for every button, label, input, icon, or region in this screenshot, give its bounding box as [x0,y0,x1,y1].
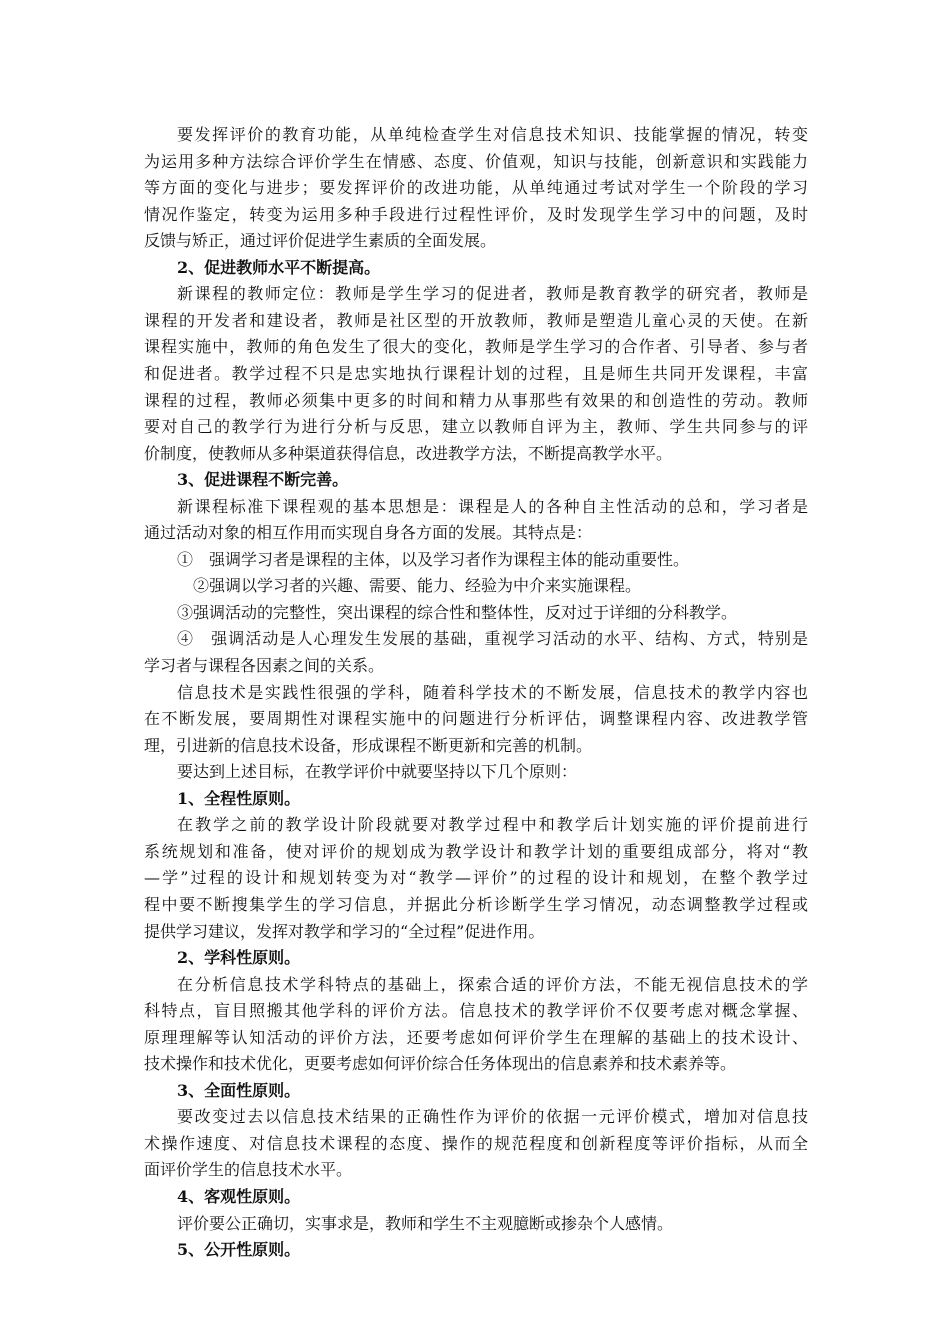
text-line: 要对自己的教学行为进行分析与反思，建立以教师自评为主，教师、学生共同参与的评 [144,417,808,436]
section-heading: 2、学科性原则。 [177,948,301,967]
text-line: ④ 强调活动是人心理发生发展的基础，重视学习活动的水平、结构、方式，特别是 [177,629,808,648]
text-line: 学习者与课程各因素之间的关系。 [144,656,385,675]
text-line: 在教学之前的教学设计阶段就要对教学过程中和教学后计划实施的评价提前进行 [177,815,808,834]
section-heading: 5、公开性原则。 [177,1240,301,1259]
text-line: ②强调以学习者的兴趣、需要、能力、经验为中介来实施课程。 [193,576,642,595]
text-line: 要发挥评价的教育功能，从单纯检查学生对信息技术知识、技能掌握的情况，转变 [177,125,808,144]
text-line: 理，引进新的信息技术设备，形成课程不断更新和完善的机制。 [144,736,593,755]
text-line: 情况作鉴定，转变为运用多种手段进行过程性评价，及时发现学生学习中的问题，及时 [144,205,808,224]
section-heading: 4、客观性原则。 [177,1187,301,1206]
section-heading: 3、促进课程不断完善。 [177,470,349,489]
section-heading: 3、全面性原则。 [177,1081,301,1100]
text-line: 课程实施中，教师的角色发生了很大的变化，教师是学生学习的合作者、引导者、参与者 [144,337,808,356]
text-line: 程中要不断搜集学生的学习信息，并据此分析诊断学生学习情况，动态调整教学过程或 [144,895,808,914]
text-line: 新课程标准下课程观的基本思想是：课程是人的各种自主性活动的总和，学习者是 [177,497,808,516]
text-line: 系统规划和准备，使对评价的规划成为教学设计和教学计划的重要组成部分，将对“教 [144,842,808,861]
text-line: 在分析信息技术学科特点的基础上，探索合适的评价方法，不能无视信息技术的学 [177,975,808,994]
text-line: —学”过程的设计和规划转变为对“教学—评价”的过程的设计和规划，在整个教学过 [144,868,808,887]
text-line: 评价要公正确切，实事求是，教师和学生不主观臆断或掺杂个人感情。 [177,1214,674,1233]
text-line: 原理理解等认知活动的评价方法，还要考虑如何评价学生在理解的基础上的技术设计、 [144,1028,808,1047]
section-heading: 1、全程性原则。 [177,789,301,808]
text-line: 课程的开发者和建设者，教师是社区型的开放教师，教师是塑造儿童心灵的天使。在新 [144,311,808,330]
text-line: 在不断发展，要周期性对课程实施中的问题进行分析评估，调整课程内容、改进教学管 [144,709,808,728]
section-heading: 2、促进教师水平不断提高。 [177,258,381,277]
text-line: 信息技术是实践性很强的学科，随着科学技术的不断发展，信息技术的教学内容也 [177,683,808,702]
text-line: 课程的过程，教师必须集中更多的时间和精力从事那些有效果的和创造性的劳动。教师 [144,391,808,410]
text-line: 等方面的变化与进步；要发挥评价的改进功能，从单纯通过考试对学生一个阶段的学习 [144,178,808,197]
text-line: 和促进者。教学过程不只是忠实地执行课程计划的过程，且是师生共同开发课程，丰富 [144,364,808,383]
text-line: 通过活动对象的相互作用而实现自身各方面的发展。其特点是： [144,523,593,542]
text-line: 术操作速度、对信息技术课程的态度、操作的规范程度和创新程度等评价指标，从而全 [144,1134,808,1153]
text-line: ① 强调学习者是课程的主体，以及学习者作为课程主体的能动重要性。 [177,550,690,569]
text-line: 反馈与矫正，通过评价促进学生素质的全面发展。 [144,231,497,250]
text-line: 技术操作和技术优化，更要考虑如何评价综合任务体现出的信息素养和技术素养等。 [144,1054,737,1073]
text-line: 面评价学生的信息技术水平。 [144,1160,353,1179]
text-line: 科特点，盲目照搬其他学科的评价方法。信息技术的教学评价不仅要考虑对概念掌握、 [144,1001,808,1020]
text-line: 为运用多种方法综合评价学生在情感、态度、价值观，知识与技能，创新意识和实践能力 [144,152,808,171]
text-line: 价制度，使教师从多种渠道获得信息，改进教学方法，不断提高教学水平。 [144,444,673,463]
text-line: 提供学习建议，发挥对教学和学习的“全过程”促进作用。 [144,922,545,941]
text-line: 要达到上述目标，在教学评价中就要坚持以下几个原则： [177,762,578,781]
text-line: 要改变过去以信息技术结果的正确性作为评价的依据一元评价模式，增加对信息技 [177,1107,808,1126]
text-line: ③强调活动的完整性，突出课程的综合性和整体性，反对过于详细的分科教学。 [177,603,738,622]
text-line: 新课程的教师定位：教师是学生学习的促进者，教师是教育教学的研究者，教师是 [177,284,808,303]
